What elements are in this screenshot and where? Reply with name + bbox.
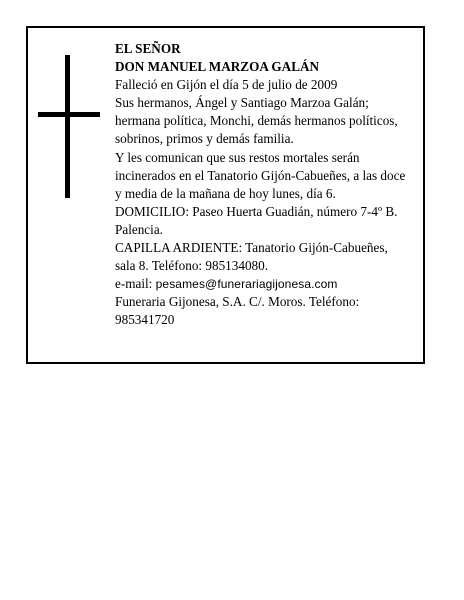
- notice-line: Sus hermanos, Ángel y Santiago Marzoa Galán;: [115, 95, 369, 111]
- latin-cross-icon: [38, 55, 100, 198]
- notice-line: Falleció en Gijón el día 5 de julio de 2009: [115, 77, 338, 93]
- cross-horizontal-bar: [38, 112, 100, 117]
- email-line: [115, 275, 421, 293]
- cross-vertical-bar: [65, 55, 70, 198]
- notice-line: hermana política, Monchi, demás hermanos políticos,: [115, 113, 398, 129]
- notice-text: [115, 40, 421, 330]
- obituary-notice: [26, 26, 425, 364]
- email-label: e-mail:: [115, 276, 156, 292]
- notice-title-line-2: DON MANUEL MARZOA GALÁN: [115, 59, 320, 75]
- notice-line: Palencia.: [115, 221, 163, 237]
- notice-line: Y les comunican que sus restos mortales serán: [115, 149, 360, 165]
- footer-line-2: 985341720: [115, 312, 175, 328]
- notice-line: y media de la mañana de hoy lunes, día 6.: [115, 185, 336, 201]
- notice-line: incinerados en el Tanatorio Gijón-Cabueñes, a las doce: [115, 167, 406, 183]
- notice-line: DOMICILIO: Paseo Huerta Guadián, número 7-4º B.: [115, 203, 398, 219]
- footer-line-1: Funeraria Gijonesa, S.A. C/. Moros. Teléfono:: [115, 294, 360, 310]
- notice-line: CAPILLA ARDIENTE: Tanatorio Gijón-Cabueñes,: [115, 240, 388, 256]
- notice-title-line-1: EL SEÑOR: [115, 41, 181, 56]
- email-value: pesames@funerariagijonesa.com: [155, 277, 338, 292]
- notice-line: sala 8. Teléfono: 985134080.: [115, 258, 269, 274]
- notice-line: sobrinos, primos y demás familia.: [115, 131, 294, 147]
